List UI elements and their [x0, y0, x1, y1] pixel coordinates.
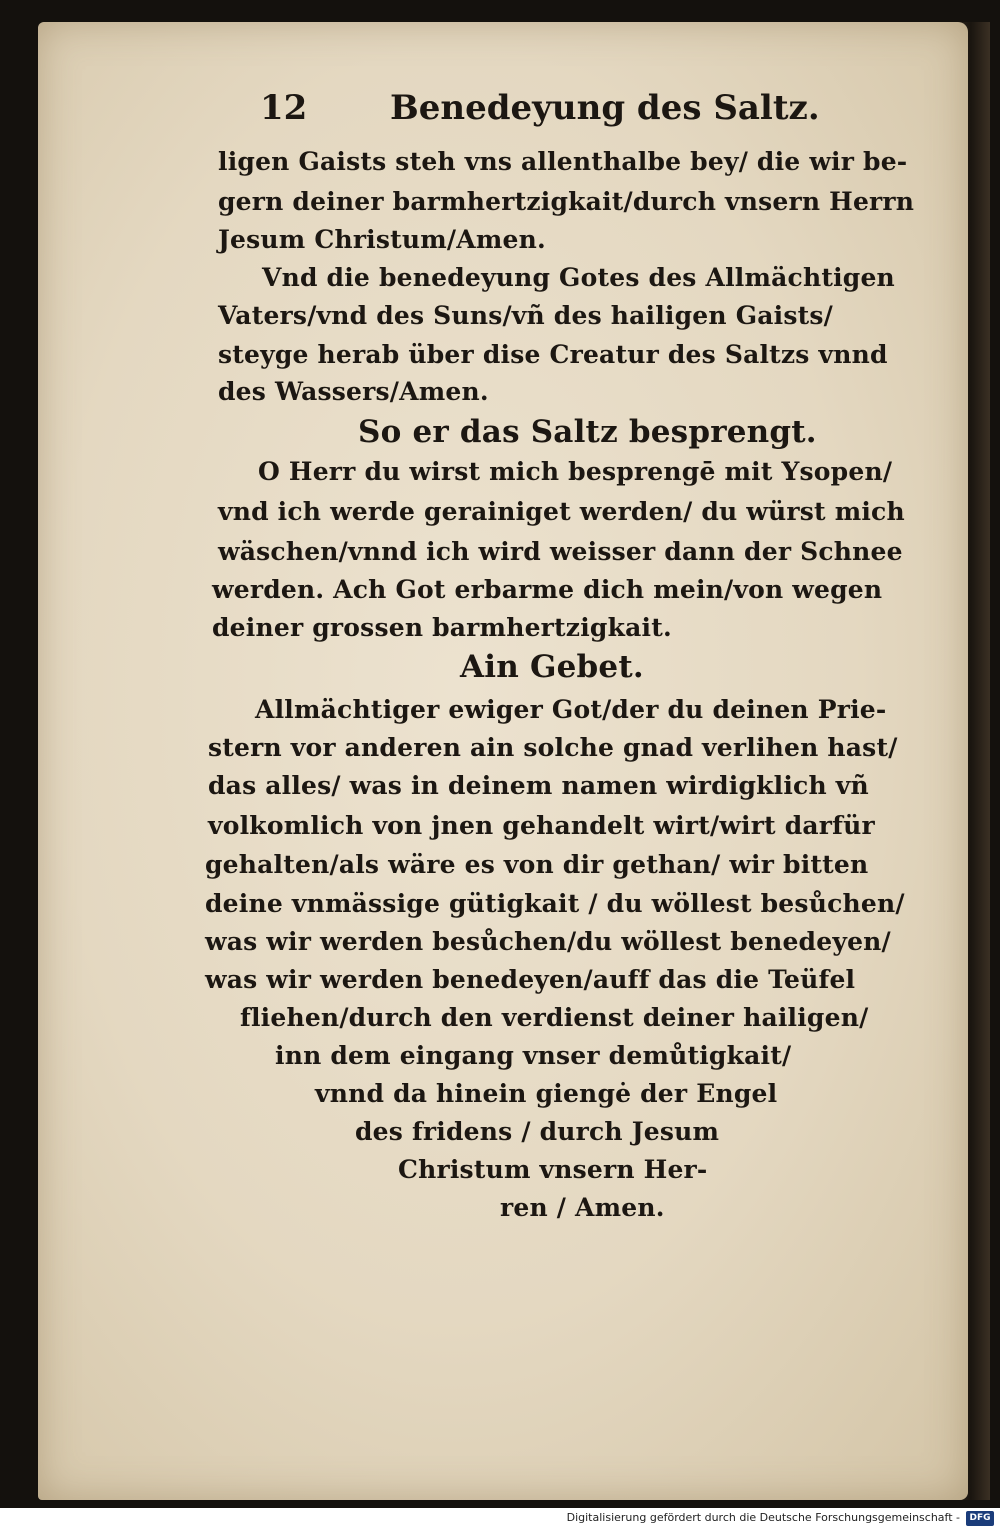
funding-notice: Digitalisierung gefördert durch die Deutsche Forschungsgemeinschaft -	[566, 1511, 960, 1524]
running-title: Benedeyung des Saltz.	[390, 88, 820, 128]
text-line: des fridens / durch Jesum	[355, 1117, 720, 1146]
text-line: gehalten/als wäre es von dir gethan/ wir bitten	[205, 850, 869, 879]
section-heading: So er das Saltz besprengt.	[358, 414, 817, 450]
text-line: Christum vnsern Her-	[398, 1155, 708, 1184]
text-line: ren / Amen.	[500, 1193, 665, 1222]
text-line: volkomlich von jnen gehandelt wirt/wirt darfür	[208, 811, 875, 840]
text-line: fliehen/durch den verdienst deiner hailigen/	[240, 1003, 869, 1032]
text-line: inn dem eingang vnser demůtigkait/	[275, 1041, 792, 1070]
text-line: deine vnmässige gütigkait / du wöllest besůchen/	[205, 889, 905, 918]
text-line: vnnd da hinein giengė der Engel	[315, 1079, 778, 1108]
text-line: deiner grossen barmhertzigkait.	[212, 613, 672, 642]
text-line: steyge herab über dise Creatur des Saltzs vnnd	[218, 340, 888, 369]
text-line: was wir werden benedeyen/auff das die Teüfel	[205, 965, 856, 994]
text-line: Jesum Christum/Amen.	[218, 225, 546, 254]
text-line: was wir werden besůchen/du wöllest benedeyen/	[205, 927, 891, 956]
page-number: 12	[260, 88, 308, 128]
text-line: gern deiner barmhertzigkait/durch vnsern Herrn	[218, 187, 915, 216]
text-line: wäschen/vnnd ich wird weisser dann der Schnee	[218, 537, 903, 566]
text-line: vnd ich werde gerainiget werden/ du würst mich	[218, 497, 905, 526]
dfg-logo: DFG	[966, 1511, 994, 1526]
text-line: Vaters/vnd des Suns/vñ des hailigen Gaists/	[218, 301, 833, 330]
text-line: werden. Ach Got erbarme dich mein/von wegen	[212, 575, 883, 604]
text-line: O Herr du wirst mich besprengē mit Ysopen/	[258, 457, 893, 486]
running-head	[260, 88, 820, 144]
text-line: das alles/ was in deinem namen wirdigklich vñ	[208, 771, 869, 800]
text-line: ligen Gaists steh vns allenthalbe bey/ die wir be-	[218, 147, 908, 176]
text-line: Allmächtiger ewiger Got/der du deinen Prie-	[255, 695, 887, 724]
digitization-footer	[0, 1508, 1000, 1530]
section-heading: Ain Gebet.	[460, 649, 644, 685]
text-line: stern vor anderen ain solche gnad verlihen hast/	[208, 733, 898, 762]
text-line: des Wassers/Amen.	[218, 377, 489, 406]
text-line: Vnd die benedeyung Gotes des Allmächtigen	[262, 263, 895, 292]
